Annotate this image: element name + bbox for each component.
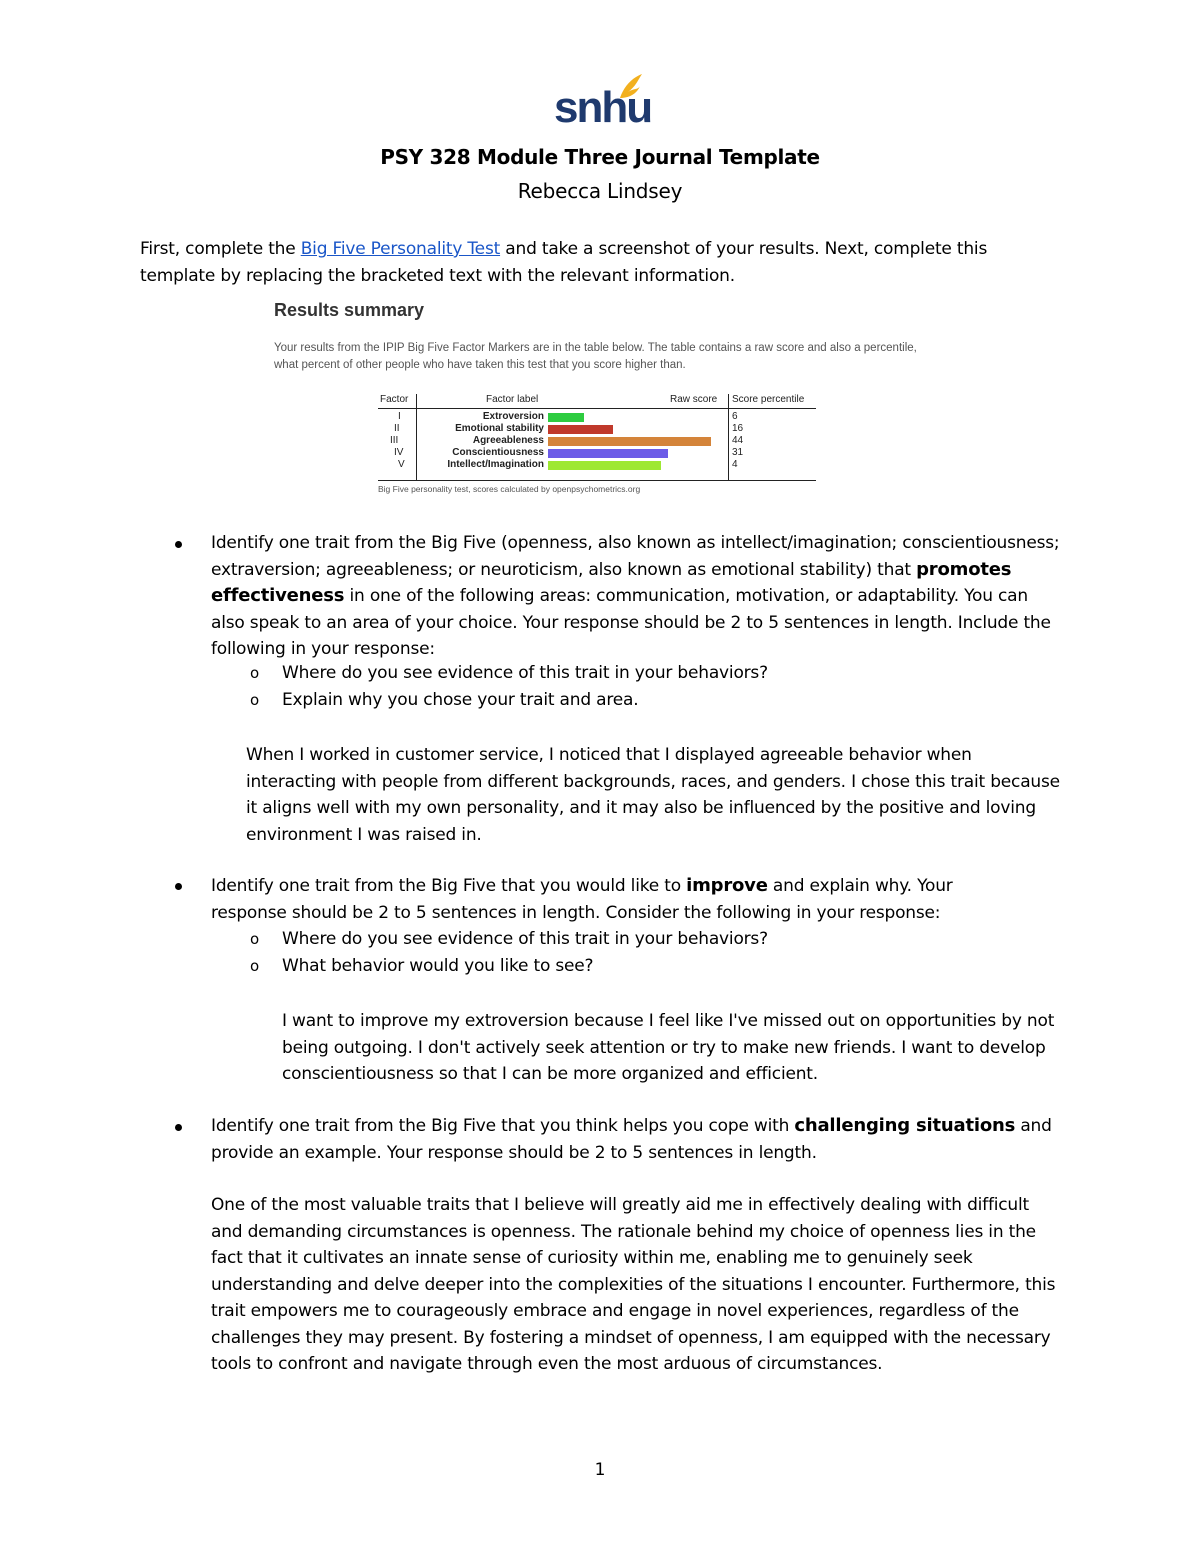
- row-percentile: 16: [732, 423, 744, 434]
- section-1-prompt-a: Identify one trait from the Big Five (openness, also known as intellect/imagination; conscientiousness; extraversion; agreeableness; or neuroticism, also known as emotional stability) that: [211, 533, 1060, 580]
- header-label: Factor label: [486, 394, 539, 405]
- section-2-response: I want to improve my extroversion because I feel like I've missed out on opportunities by not being outgoing. I don't actively seek attention or try to make new friends. I want to develop conscientiousness so that I can be more organized and efficient.: [282, 1011, 1055, 1084]
- row-factor: I: [398, 411, 401, 422]
- section-3-prompt: [211, 1113, 1071, 1166]
- row-percentile: 6: [732, 411, 738, 422]
- sub-marker-2b: o: [250, 957, 260, 975]
- results-row: [378, 459, 816, 471]
- section-1-emphasis: promotes effectiveness: [211, 558, 1012, 606]
- sub-marker-2a: o: [250, 930, 260, 948]
- page-number: 1: [594, 1460, 606, 1480]
- section-1-response: When I worked in customer service, I noticed that I displayed agreeable behavior when interacting with people from different backgrounds, races, and genders. I chose this trait because it aligns well with my own personality, and it may also be influenced by the positive and loving environment I was raised in.: [246, 745, 1060, 845]
- results-row: [378, 447, 816, 459]
- results-row: [378, 423, 816, 435]
- section-2-prompt: [211, 873, 1011, 926]
- author-name: Rebecca Lindsey: [517, 179, 683, 203]
- row-label: Intellect/Imagination: [447, 459, 544, 470]
- section-1-sub-2: Explain why you chose your trait and area.: [282, 690, 639, 710]
- section-1-sub-1: Where do you see evidence of this trait in your behaviors?: [282, 663, 768, 683]
- row-label: Extroversion: [482, 411, 544, 422]
- document-title: PSY 328 Module Three Journal Template: [380, 145, 820, 169]
- header-percentile: Score percentile: [732, 394, 805, 405]
- header-raw: Raw score: [670, 394, 718, 405]
- section-3-prompt-a: Identify one trait from the Big Five that you think helps you cope with: [211, 1116, 795, 1136]
- section-2-sub-2: What behavior would you like to see?: [282, 956, 594, 976]
- sub-marker-1b: o: [250, 691, 260, 709]
- row-label: Emotional stability: [455, 423, 544, 434]
- row-percentile: 31: [732, 447, 744, 458]
- section-2-emphasis: improve: [686, 875, 768, 896]
- snhu-logo: [554, 72, 652, 134]
- results-table-header: [378, 394, 816, 409]
- results-row: [378, 435, 816, 447]
- row-factor: IV: [394, 447, 404, 458]
- row-label: Conscientiousness: [452, 447, 544, 458]
- row-percentile: 4: [732, 459, 738, 470]
- section-2-prompt-b: and explain why. Your response should be 2 to 5 sentences in length. Consider the following in your response:: [211, 876, 953, 923]
- results-row: [378, 411, 816, 423]
- row-label: Agreeableness: [472, 435, 544, 446]
- section-2-prompt-a: Identify one trait from the Big Five that you would like to: [211, 876, 687, 896]
- results-description: Your results from the IPIP Big Five Factor Markers are in the table below. The table contains a raw score and also a percentile, what percent of other people who have taken this test that you score higher than.: [274, 342, 917, 371]
- section-3-prompt-b: and provide an example. Your response should be 2 to 5 sentences in length.: [211, 1116, 1052, 1163]
- row-bar: [548, 437, 711, 446]
- bullet-1: [175, 541, 182, 548]
- row-percentile: 44: [732, 435, 744, 446]
- row-bar: [548, 413, 584, 422]
- row-factor: II: [394, 423, 400, 434]
- row-bar: [548, 425, 613, 434]
- section-3-response: One of the most valuable traits that I believe will greatly aid me in effectively dealing with difficult and demanding circumstances is openness. The rationale behind my choice of openness lies in the fact that it cultivates an innate sense of curiosity within me, enabling me to genuinely seek understanding and delve deeper into the complexities of the situations I encounter. Furthermore, this trait empowers me to courageously embrace and engage in novel experiences, regardless of the challenges they may present. By fostering a mindset of openness, I am equipped with the necessary tools to confront and navigate through even the most arduous of circumstances.: [211, 1195, 1056, 1374]
- bullet-3: [175, 1124, 182, 1131]
- results-title: Results summary: [274, 300, 425, 320]
- section-3-emphasis: challenging situations: [794, 1115, 1016, 1136]
- intro-text-after: and take a screenshot of your results. Next, complete this template by replacing the bracketed text with the relevant information.: [140, 239, 988, 286]
- row-bar: [548, 461, 661, 470]
- row-factor: III: [390, 435, 399, 446]
- row-factor: V: [398, 459, 405, 470]
- big-five-test-link[interactable]: Big Five Personality Test: [300, 239, 501, 259]
- logo-text: snhu: [554, 83, 652, 132]
- header-factor: Factor: [380, 394, 409, 405]
- sub-marker-1a: o: [250, 664, 260, 682]
- results-footer: Big Five personality test, scores calculated by openpsychometrics.org: [378, 484, 641, 494]
- intro-text-before: First, complete the: [140, 239, 301, 259]
- bullet-2: [175, 883, 182, 890]
- section-2-sub-1: Where do you see evidence of this trait in your behaviors?: [282, 929, 768, 949]
- row-bar: [548, 449, 668, 458]
- section-1-prompt: [211, 530, 1061, 663]
- section-1-prompt-b: in one of the following areas: communication, motivation, or adaptability. You can also speak to an area of your choice. Your response should be 2 to 5 sentences in length. Include the following in your response:: [211, 586, 1051, 659]
- results-table: [378, 394, 816, 482]
- intro-paragraph: [140, 236, 1060, 289]
- results-screenshot: [270, 298, 930, 498]
